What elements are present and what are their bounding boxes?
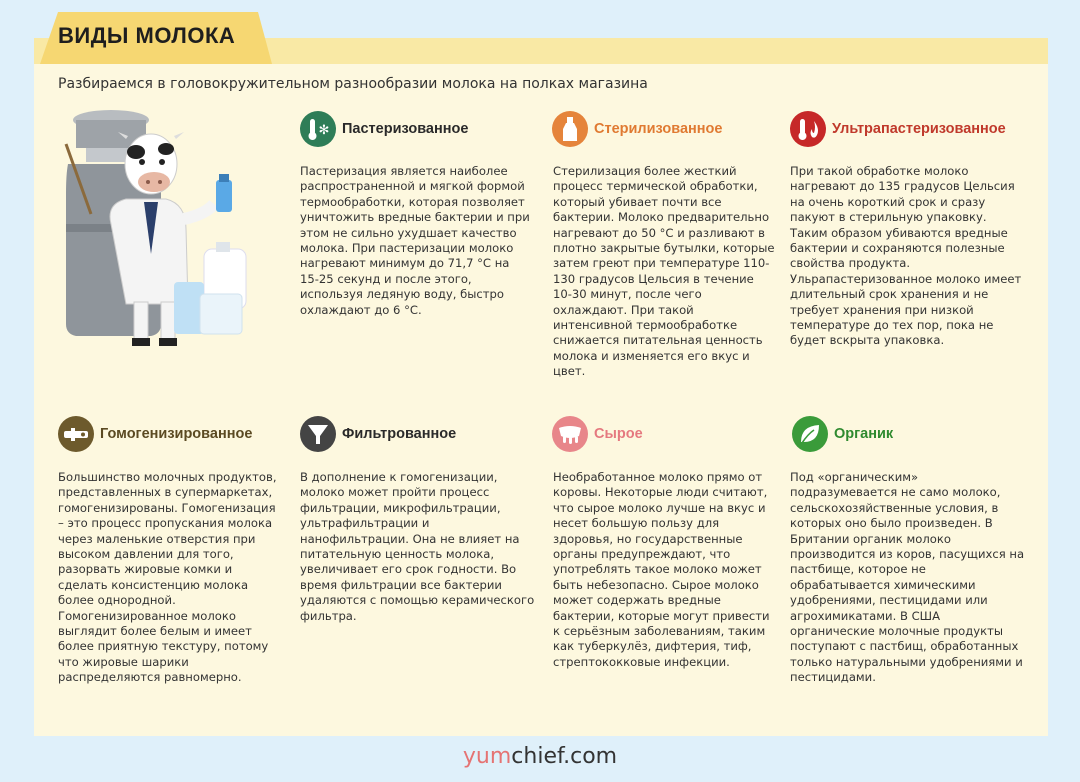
section-title: Ультрапастеризованное	[832, 121, 1006, 137]
udder-icon	[552, 416, 588, 452]
thermometer-flame-icon	[790, 111, 826, 147]
section-raw-header	[552, 416, 643, 452]
brand-rest: chief.com	[511, 744, 618, 769]
brand-yum: yum	[462, 744, 512, 769]
section-title: Сырое	[594, 426, 643, 442]
section-title: Фильтрованное	[342, 426, 457, 442]
funnel-icon	[300, 416, 336, 452]
leaf-icon	[792, 416, 828, 452]
section-ultrapasteurized-text: При такой обработке молоко нагревают до 135 градусов Цельсия на очень короткий срок и сразу пакуют в стерильную упаковку. Таким образом убиваются вредные бактерии и сохраняются полезные свойства продукта. Ульрапастеризованное молоко имеет длительный срок хранения и не требует хранения при низкой температуре до тех пор, пока не будет вскрыта упаковка.	[790, 164, 1022, 348]
section-homogenized-text: Большинство молочных продуктов, представленных в супермаркетах, гомогенизированы. Гомогенизация – это процесс пропускания молока через маленькие отверстия при высоком давлении для того, разорвать жировые комки и сделать консистенцию молока более однородной. Гомогенизированное молоко выглядит более белым и имеет более приятную текстуру, потому что жировые шарики распределяются равномерно.	[58, 470, 277, 685]
section-title: Гомогенизированное	[100, 426, 253, 442]
footer-brand	[0, 744, 1080, 769]
page-subtitle: Разбираемся в головокружительном разнообразии молока на полках магазина	[58, 76, 648, 92]
page-title: ВИДЫ МОЛОКА	[58, 23, 236, 48]
section-ultrapasteurized-header	[790, 111, 1006, 147]
section-raw-text: Необработанное молоко прямо от коровы. Некоторые люди считают, что сырое молоко лучше на вкус и несет большую пользу для здоровья, но государственные органы предупреждают, что употреблять такое молоко может быть небезопасно. Сырое молоко может содержать вредные бактерии, которые могут привести к серьёзным заболеваниям, таким как туберкулёз, дифтерия, тиф, стрептококковые инфекции.	[553, 470, 770, 669]
cow-scientist-illustration	[56, 104, 256, 354]
section-title: Стерилизованное	[594, 121, 723, 137]
section-pasteurized-header	[300, 111, 468, 147]
pipe-icon	[58, 416, 94, 452]
bottle-icon	[552, 111, 588, 147]
svg-text:✻: ✻	[318, 123, 330, 138]
thermometer-snowflake-icon	[300, 111, 336, 147]
section-title: Органик	[834, 426, 894, 442]
section-sterilized-header	[552, 111, 722, 147]
section-title: Пастеризованное	[342, 121, 469, 137]
section-filtered-text: В дополнение к гомогенизации, молоко может пройти процесс фильтрации, микрофильтрации, ультрафильтрации и нанофильтрации. Она не влияет на питательную ценность молока, увеличивает его срок годности. Во время фильтрации все бактерии удаляются с помощью керамического фильтра.	[300, 470, 535, 623]
section-organic-text: Под «органическим» подразумевается не само молоко, сельскохозяйственные условия, в которых оно было произведен. В Британии органик молоко производится из коров, пасущихся на пастбище, которое не обрабатывается химическими удобрениями, пестицидами или агрохимикатами. В США органические молочные продукты поступают с пастбищ, обработанных только натуральными удобрениями и пестицидами.	[790, 470, 1025, 685]
section-homogenized-header	[58, 416, 252, 452]
section-sterilized-text: Стерилизация более жесткий процесс термической обработки, который убивает почти все бактерии. Молоко предварительно нагревают до 50 °С и разливают в плотно закрытые бутылки, которые затем греют при температуре 110-130 градусов Цельсия в течение 10-30 минут, после чего охлаждают. При такой интенсивной термообработке снижается питательная ценность молока и изменяется его вкус и цвет.	[553, 164, 775, 379]
section-pasteurized-text: Пастеризация является наиболее распространенной и мягкой формой термообработки, которая позволяет уничтожить вредные бактерии и при этом не сильно ухудшает качество молока. При пастеризации молоко нагревают минимум до 71,7 °С на 15-25 секунд и после этого, используя ледяную воду, быстро охлаждают до 6 °С.	[300, 164, 530, 317]
section-organic-header	[792, 416, 893, 452]
section-filtered-header	[300, 416, 456, 452]
